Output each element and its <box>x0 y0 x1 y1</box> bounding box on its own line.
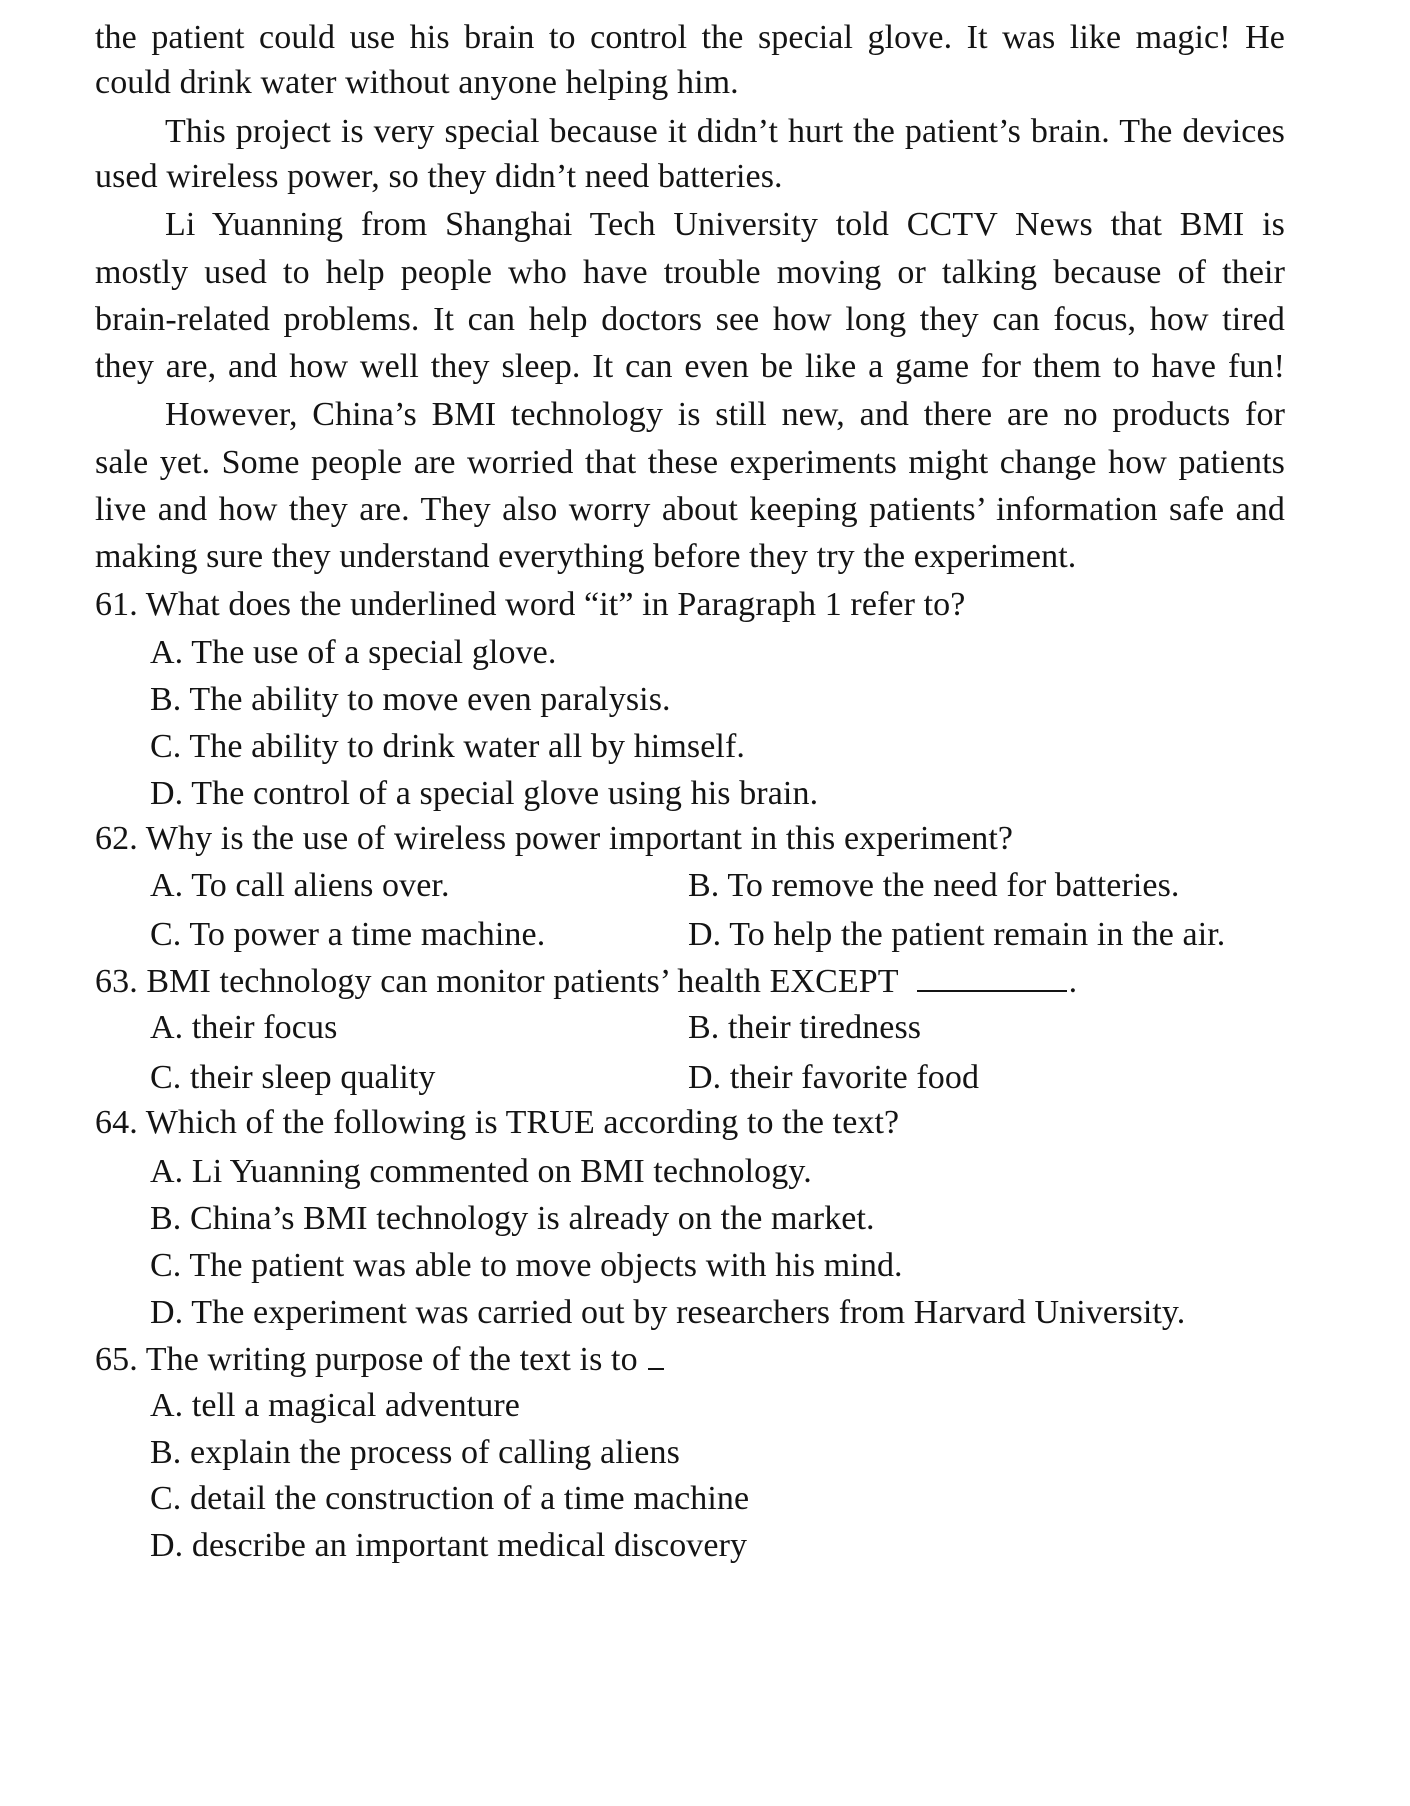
question-65-stem: 65. The writing purpose of the text is to <box>95 1341 638 1378</box>
question-64-stem: 64. Which of the following is TRUE according to the text? <box>95 1104 900 1141</box>
question-61-option-a[interactable]: A. The use of a special glove. <box>150 634 557 671</box>
passage-p4-line3: live and how they are. They also worry about keeping patients’ information safe and <box>95 491 1285 528</box>
question-61-option-c[interactable]: C. The ability to drink water all by himself. <box>150 728 745 765</box>
question-64-option-d[interactable]: D. The experiment was carried out by researchers from Harvard University. <box>150 1294 1186 1331</box>
question-62-option-c[interactable]: C. To power a time machine. <box>150 916 546 953</box>
question-62-stem: 62. Why is the use of wireless power important in this experiment? <box>95 820 1014 857</box>
question-65-option-a[interactable]: A. tell a magical adventure <box>150 1387 520 1424</box>
question-63-stem-row <box>95 962 1077 1002</box>
question-65-option-d[interactable]: D. describe an important medical discovery <box>150 1527 748 1564</box>
question-61-option-b[interactable]: B. The ability to move even paralysis. <box>150 681 671 718</box>
question-63-stem: 63. BMI technology can monitor patients’ health EXCEPT <box>95 963 899 1000</box>
question-64-option-b[interactable]: B. China’s BMI technology is already on the market. <box>150 1200 875 1237</box>
question-62-option-a[interactable]: A. To call aliens over. <box>150 867 450 904</box>
question-65-answer-blank[interactable] <box>648 1342 664 1370</box>
passage-p4-line1: However, China’s BMI technology is still new, and there are no products for <box>165 396 1285 433</box>
question-64-option-a[interactable]: A. Li Yuanning commented on BMI technology. <box>150 1153 812 1190</box>
passage-p3-line2: mostly used to help people who have trouble moving or talking because of their <box>95 254 1285 291</box>
passage-p3-line1: Li Yuanning from Shanghai Tech University told CCTV News that BMI is <box>165 206 1285 243</box>
passage-p2-line1: This project is very special because it didn’t hurt the patient’s brain. The devices <box>165 113 1285 150</box>
passage-p4-line2: sale yet. Some people are worried that these experiments might change how patients <box>95 444 1285 481</box>
passage-p3-line3: brain-related problems. It can help doctors see how long they can focus, how tired <box>95 301 1285 338</box>
question-61-option-d[interactable]: D. The control of a special glove using his brain. <box>150 775 819 812</box>
question-61-stem: 61. What does the underlined word “it” in Paragraph 1 refer to? <box>95 586 966 623</box>
passage-p4-line4: making sure they understand everything before they try the experiment. <box>95 538 1077 575</box>
question-63-answer-blank[interactable] <box>917 964 1067 992</box>
passage-p3-line4: they are, and how well they sleep. It can even be like a game for them to have fun! <box>95 348 1285 385</box>
passage-p1-line2: could drink water without anyone helping him. <box>95 64 739 101</box>
question-65-option-b[interactable]: B. explain the process of calling aliens <box>150 1434 680 1471</box>
passage-p1-line1: the patient could use his brain to control the special glove. It was like magic! He <box>95 19 1285 56</box>
passage-p2-line2: used wireless power, so they didn’t need batteries. <box>95 158 783 195</box>
question-63-option-b[interactable]: B. their tiredness <box>688 1009 922 1046</box>
question-62-option-b[interactable]: B. To remove the need for batteries. <box>688 867 1180 904</box>
question-63-stem-end: . <box>1068 963 1078 1000</box>
question-63-option-d[interactable]: D. their favorite food <box>688 1059 980 1096</box>
question-63-option-c[interactable]: C. their sleep quality <box>150 1059 436 1096</box>
question-65-option-c[interactable]: C. detail the construction of a time machine <box>150 1480 750 1517</box>
question-62-option-d[interactable]: D. To help the patient remain in the air. <box>688 916 1226 953</box>
question-64-option-c[interactable]: C. The patient was able to move objects with his mind. <box>150 1247 903 1284</box>
question-63-option-a[interactable]: A. their focus <box>150 1009 338 1046</box>
question-65-stem-row <box>95 1340 664 1380</box>
